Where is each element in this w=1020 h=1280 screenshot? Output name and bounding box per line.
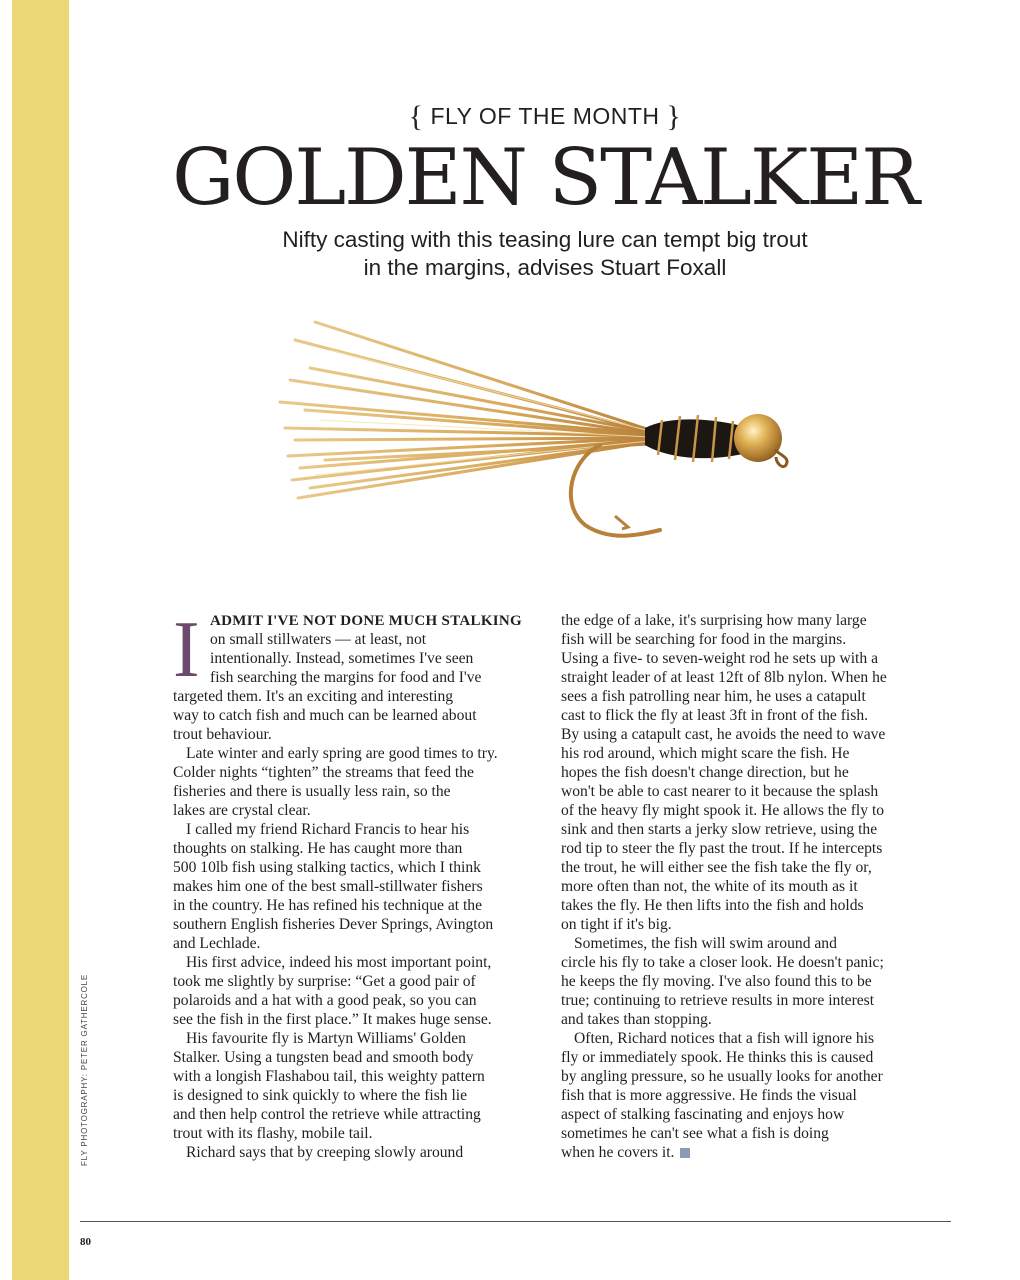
article-line-text: I called my friend Richard Francis to hear his	[186, 821, 470, 838]
article-line-text: by angling pressure, so he usually looks for another	[561, 1068, 883, 1085]
article-line	[561, 668, 931, 687]
article-line-text: is designed to sink quickly to where the fish lie	[173, 1087, 468, 1104]
article-line	[173, 1067, 543, 1086]
article-line-text: of the heavy fly might spook it. He allows the fly to	[561, 802, 885, 819]
article-line-text: and Lechlade.	[173, 935, 261, 952]
article-line-text: Sometimes, the fish will swim around and	[574, 935, 837, 952]
article-line	[561, 649, 931, 668]
article-line-text: fish that is more aggressive. He finds the visual	[561, 1087, 857, 1104]
open-brace: {	[408, 100, 424, 133]
article-line	[561, 839, 931, 858]
article-line	[561, 991, 931, 1010]
article-line-text: fisheries and there is usually less rain, so the	[173, 783, 451, 800]
article-line-text: Late winter and early spring are good times to try.	[186, 745, 498, 762]
page-number: 80	[80, 1236, 91, 1248]
article-line	[561, 611, 931, 630]
article-line	[561, 1124, 931, 1143]
article-line	[561, 782, 931, 801]
article-line	[173, 801, 543, 820]
article-line-text: won't be able to cast nearer to it because the splash	[561, 783, 879, 800]
article-line-text: sink and then starts a jerky slow retrieve, using the	[561, 821, 878, 838]
article-line-text: in the country. He has refined his technique at the	[173, 897, 483, 914]
article-line-text: and then help control the retrieve while attracting	[173, 1106, 481, 1123]
article-line	[173, 668, 543, 687]
article-line-text: true; continuing to retrieve results in more interest	[561, 992, 875, 1009]
article-line-text: cast to flick the fly at least 3ft in front of the fish.	[561, 707, 869, 724]
article-line	[173, 858, 543, 877]
article-line-text: Stalker. Using a tungsten bead and smooth body	[173, 1049, 474, 1066]
standfirst	[210, 226, 880, 282]
article-line	[561, 877, 931, 896]
article-line-text: His favourite fly is Martyn Williams' Golden	[186, 1030, 466, 1047]
article-line-text: lakes are crystal clear.	[173, 802, 311, 819]
article-line	[173, 763, 543, 782]
article-line	[173, 706, 543, 725]
article-line-text: aspect of stalking fascinating and enjoys how	[561, 1106, 845, 1123]
article-line	[173, 1048, 543, 1067]
article-line	[561, 1086, 931, 1105]
article-line	[561, 1048, 931, 1067]
article-column-right	[561, 611, 931, 1162]
article-line	[173, 1105, 543, 1124]
article-line	[561, 801, 931, 820]
end-mark-icon	[680, 1148, 690, 1158]
article-line-text: way to catch fish and much can be learned about	[173, 707, 477, 724]
standfirst-line-1: Nifty casting with this teasing lure can tempt big trout	[282, 227, 808, 252]
article-line-text: fly or immediately spook. He thinks this is caused	[561, 1049, 874, 1066]
section-label: FLY OF THE MONTH	[430, 103, 660, 129]
article-line-text: 500 10lb fish using stalking tactics, which I think	[173, 859, 481, 876]
article-line-text: the trout, he will either see the fish take the fly or,	[561, 859, 872, 876]
close-brace: }	[666, 100, 682, 133]
article-line-text: Often, Richard notices that a fish will ignore his	[574, 1030, 875, 1047]
article-line-text: By using a catapult cast, he avoids the need to wave	[561, 726, 886, 743]
article-line	[561, 1067, 931, 1086]
standfirst-line-2: in the margins, advises Stuart Foxall	[363, 255, 727, 280]
article-line-text: makes him one of the best small-stillwater fishers	[173, 878, 483, 895]
article-line	[173, 915, 543, 934]
article-line-text: polaroids and a hat with a good peak, so you can	[173, 992, 477, 1009]
article-line	[561, 820, 931, 839]
article-line-text: took me slightly by surprise: “Get a good pair of	[173, 973, 476, 990]
article-line-text: sometimes he can't see what a fish is doing	[561, 1125, 829, 1142]
article-line	[173, 782, 543, 801]
article-line	[173, 1124, 543, 1143]
article-line-text: takes the fly. He then lifts into the fish and holds	[561, 897, 864, 914]
article-line-text: he keeps the fly moving. I've also found this to be	[561, 973, 872, 990]
article-line-text: see the fish in the first place.” It makes huge sense.	[173, 1011, 492, 1028]
article-line	[173, 1143, 543, 1162]
article-line	[173, 1029, 543, 1048]
article-line-text: Using a five- to seven-weight rod he sets up with a	[561, 650, 878, 667]
article-line-text: Richard says that by creeping slowly around	[186, 1144, 464, 1161]
article-line-text: his rod around, which might scare the fish. He	[561, 745, 850, 762]
article-line	[561, 1029, 931, 1048]
article-line	[561, 934, 931, 953]
article-line	[561, 744, 931, 763]
article-line	[173, 1010, 543, 1029]
article-line-text: trout with its flashy, mobile tail.	[173, 1125, 373, 1142]
article-line	[173, 649, 543, 668]
article-line-text: straight leader of at least 12ft of 8lb nylon. When he	[561, 669, 887, 686]
article-line-text: fish will be searching for food in the margins.	[561, 631, 847, 648]
article-line	[561, 972, 931, 991]
article-line-text: thoughts on stalking. He has caught more than	[173, 840, 463, 857]
article-line	[561, 763, 931, 782]
article-line	[173, 839, 543, 858]
lead-in-text: ADMIT I'VE NOT DONE MUCH STALKING	[210, 613, 523, 629]
article-line	[173, 896, 543, 915]
article-line-text: His first advice, indeed his most important point,	[186, 954, 492, 971]
article-line-text: sees a fish patrolling near him, he uses a catapult	[561, 688, 866, 705]
article-line	[561, 896, 931, 915]
article-line	[173, 687, 543, 706]
article-line	[173, 820, 543, 839]
article-line-text: on tight if it's big.	[561, 916, 672, 933]
article-line	[173, 1086, 543, 1105]
headline: GOLDEN STALKER	[172, 133, 918, 223]
article-line-text: circle his fly to take a closer look. He doesn't panic;	[561, 954, 884, 971]
article-line	[173, 611, 543, 630]
article-line-text: and takes than stopping.	[561, 1011, 712, 1028]
article-line-text: intentionally. Instead, sometimes I've seen	[210, 650, 474, 667]
article-line-text: on small stillwaters — at least, not	[210, 631, 427, 648]
article-line	[561, 858, 931, 877]
article-line	[173, 953, 543, 972]
section-kicker	[0, 98, 1020, 132]
article-line	[173, 972, 543, 991]
golden-stalker-fly-image	[270, 310, 810, 550]
article-line	[561, 630, 931, 649]
article-line	[173, 934, 543, 953]
article-line-text: with a longish Flashabou tail, this weighty pattern	[173, 1068, 485, 1085]
article-line	[173, 744, 543, 763]
article-line	[173, 991, 543, 1010]
article-line	[173, 630, 543, 649]
article-line	[173, 877, 543, 896]
article-line	[561, 915, 931, 934]
article-line	[561, 1143, 931, 1162]
article-line	[561, 1105, 931, 1124]
article-line	[561, 687, 931, 706]
article-line	[561, 953, 931, 972]
article-line	[173, 725, 543, 744]
article-line-text: hopes the fish doesn't change direction, but he	[561, 764, 849, 781]
article-line-text: when he covers it.	[561, 1144, 675, 1161]
article-line-text: Colder nights “tighten” the streams that feed the	[173, 764, 474, 781]
article-line-text: trout behaviour.	[173, 726, 272, 743]
article-line-text: the edge of a lake, it's surprising how many large	[561, 612, 867, 629]
article-line-text: more often than not, the white of its mouth as it	[561, 878, 858, 895]
drop-cap: I	[173, 606, 200, 694]
article-line-text: targeted them. It's an exciting and interesting	[173, 688, 454, 705]
article-line-text: southern English fisheries Dever Springs, Avington	[173, 916, 494, 933]
footer-rule	[80, 1221, 951, 1222]
article-line	[561, 706, 931, 725]
article-line	[561, 1010, 931, 1029]
article-line-text: fish searching the margins for food and I've	[210, 669, 482, 686]
article-line-text: rod tip to steer the fly past the trout. If he intercepts	[561, 840, 883, 857]
article-column-left	[173, 606, 543, 1162]
photo-credit: FLY PHOTOGRAPHY: PETER GATHERCOLE	[80, 973, 89, 1166]
article-line	[561, 725, 931, 744]
